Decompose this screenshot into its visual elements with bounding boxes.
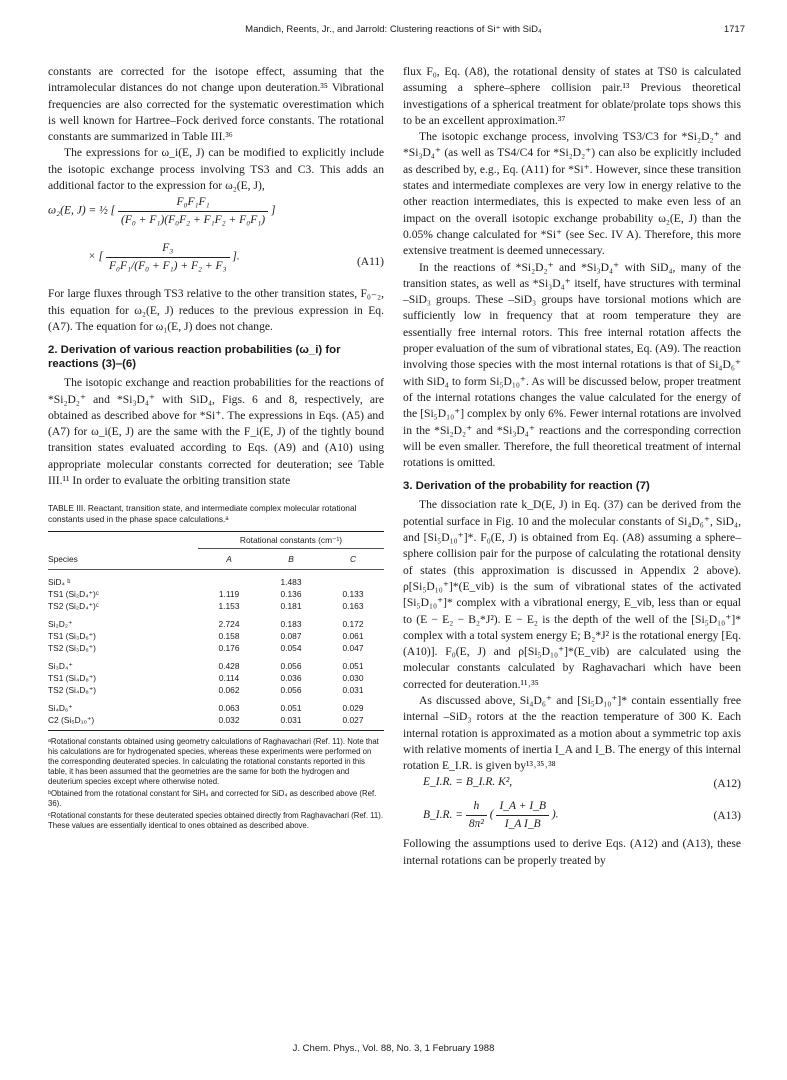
cell-c: 0.163 [342, 601, 364, 612]
paragraph: For large fluxes through TS3 relative to the other transition states, F₀₋₂, this equation for ω₂(E, J) reduces to the previous expression in Eq. (A7). The equation for ω₁(E, J) does not change. [48, 287, 384, 333]
fraction [106, 240, 230, 274]
cell-b: 0.031 [280, 715, 302, 726]
cell-species: Si₄D₆⁺ [48, 703, 73, 714]
col-c: C [349, 554, 357, 565]
numerator: h [466, 798, 487, 815]
paragraph: flux F₀, Eq. (A8), the rotational density of states at TS0 is calculated assuming a sphere–sphere collision pair.¹³ Previous theoretical investigations of a spherical treatment for oblate/prolate tops shows this to be an excellent approximation.³⁷ [403, 65, 741, 127]
cell-c: 0.133 [342, 589, 364, 600]
table-row [48, 714, 384, 726]
section-heading: 3. Derivation of the probability for reaction (7) [403, 480, 650, 493]
paragraph: As discussed above, Si₄D₆⁺ and [Si₅D₁₀⁺]* contain essentially free internal –SiD₃ rotors at the the reaction temperature of 300 K. Each internal rotation is approximated as a motion about a symmetric top axis with relative moments of inertia I_A and I_B. The energy of this internal rotation E_I.R. is given by¹³˒³⁵˒³⁸ [403, 693, 741, 773]
denominator: F₀F₁/(F₀ + F₁) + F₂ + F₃ [109, 259, 227, 272]
denominator: I_A I_B [504, 817, 541, 830]
cell-c: 0.031 [342, 685, 364, 696]
denominator: (F₀ + F₁)(F₀F₂ + F₁F₂ + F₀F₁) [121, 213, 266, 226]
cell-b: 0.036 [280, 673, 302, 684]
running-title: Mandich, Reents, Jr., and Jarrold: Clustering reactions of Si⁺ with SiD₄ [245, 24, 542, 35]
paragraph: The isotopic exchange and reaction probabilities for the reactions of *Si₂D₂⁺ and *Si₃D₄⁺ with SiD₄, Figs. 6 and 8, respectively, are obtained as described above for *Si⁺. The expressions in Eqs. (A5) and (A7) for ω_i(E, J) are the same with the F_i(E, J) of the tightly bound transition states evaluated according to Eqs. (A9) and (A10) using appropriate molecular constants corrected for deuteration; see Table III.¹¹ In order to evaluate the orbiting transition state [48, 376, 384, 488]
fraction [496, 798, 549, 832]
cell-species: TS1 (Si₂D₄⁺)ᶜ [48, 589, 99, 600]
table-row [48, 672, 384, 684]
equation-number: (A12) [713, 778, 741, 791]
cell-c: 0.051 [342, 661, 364, 672]
col-b: B [288, 554, 294, 565]
table-row [48, 600, 384, 612]
cell-species: Si₂D₂⁺ [48, 619, 73, 630]
table-row-group [48, 618, 384, 654]
equation-body: E_I.R. = B_I.R. K², [423, 776, 513, 789]
cell-a [198, 576, 260, 588]
left-column [48, 64, 384, 833]
cell-a: 0.428 [218, 661, 240, 672]
fraction [466, 798, 487, 832]
cell-b: 0.056 [280, 661, 302, 672]
journal-footer: J. Chem. Phys., Vol. 88, No. 3, 1 February 1988 [292, 1043, 495, 1054]
table-rule [48, 730, 384, 731]
cell-a: 0.158 [218, 631, 240, 642]
footnote-c: ᶜRotational constants for these deuterated species obtained directly from Raghavachari (Ref. 11). These values are essentially identical to ones obtained as described above. [48, 811, 384, 831]
table-iii [48, 503, 384, 831]
table-footnotes [48, 737, 384, 831]
table-body [48, 576, 384, 726]
section-heading: 2. Derivation of various reaction probabilities (ω_i) for reactions (3)–(6) [48, 344, 341, 371]
fraction [118, 194, 268, 228]
equation-a11-line1 [48, 194, 384, 240]
running-header [0, 24, 787, 40]
bracket-close: ] [270, 204, 276, 217]
paren-close: ). [551, 808, 559, 821]
times-bracket: × [ [88, 250, 104, 263]
paragraph: The isotopic exchange process, involving TS3/C3 for *Si₂D₂⁺ and *Si₃D₄⁺ (as well as TS4/C4 for *Si₂D₂⁺) can also be explicitly included as described by, e.g., Eq. (A11) for *Si⁺. However, since these transition states and intermediate complexes are very low in energy relative to the other reaction intermediates, this is expected to make even less of an impact on the overall isotopic exchange probability ω₂(E, J) than the 0.05% change calculated for *Si⁺ (see Sec. IV A). Therefore, this more extensive treatment is deemed unnecessary. [403, 130, 741, 258]
cell-b: 1.483 [280, 577, 302, 588]
table-rule [48, 569, 384, 570]
table-row [48, 618, 384, 630]
cell-b: 0.054 [280, 643, 302, 654]
cell-a: 1.153 [218, 601, 240, 612]
cell-c [322, 576, 384, 588]
cell-species: TS1 (Si₄D₈⁺) [48, 673, 97, 684]
table-row-group [48, 576, 384, 612]
cell-species: TS2 (Si₄D₈⁺) [48, 685, 97, 696]
cell-species: SiD₄ ᵇ [48, 577, 71, 588]
equation-a13 [403, 798, 741, 836]
cell-species: TS1 (Si₃D₆⁺) [48, 631, 96, 642]
cell-a: 2.724 [218, 619, 240, 630]
table-row-group [48, 702, 384, 726]
table-row [48, 630, 384, 642]
col-a: A [226, 554, 232, 565]
cell-c: 0.027 [342, 715, 364, 726]
cell-a: 0.114 [218, 673, 240, 684]
footnote-b: ᵇObtained from the rotational constant for SiH₄ and corrected for SiD₄ as described above (Ref. 36). [48, 789, 377, 809]
equation-number: (A11) [356, 256, 384, 269]
paragraph: The expressions for ω_i(E, J) can be modified to explicitly include the isotopic exchange process involving TS3 and C3. This adds an additional factor to the expression for ω₂(E, J), [48, 146, 384, 193]
cell-a: 0.063 [218, 703, 240, 714]
table-caption: TABLE III. Reactant, transition state, and intermediate complex molecular rotational constants used in the phase space calculations.ᵃ [48, 503, 357, 525]
numerator: I_A + I_B [496, 798, 549, 815]
bracket-close: ]. [232, 250, 240, 263]
col-species: Species [48, 554, 78, 565]
numerator: F₃ [106, 240, 230, 257]
table-row-group [48, 660, 384, 696]
page-number: 1717 [723, 24, 745, 35]
cell-c: 0.047 [342, 643, 364, 654]
table-header-row [48, 549, 384, 569]
right-column [403, 64, 741, 869]
cell-c: 0.030 [342, 673, 364, 684]
cell-a: 0.032 [218, 715, 240, 726]
table-row [48, 588, 384, 600]
cell-b: 0.087 [280, 631, 302, 642]
paragraph: Following the assumptions used to derive Eqs. (A12) and (A13), these internal rotations can be properly treated by [403, 837, 741, 867]
numerator: F₀F₁F₁ [118, 194, 268, 211]
equation-lhs: B_I.R. = [423, 808, 464, 821]
table-row [48, 642, 384, 654]
paragraph: The dissociation rate k_D(E, J) in Eq. (37) can be derived from the potential surface in Fig. 10 and the molecular constants of Si₄D₆⁺, SiD₄, and [Si₅D₁₀⁺]*. F₀(E, J) is obtained from Eq. (A8) assuming a sphere–sphere collision pair for the purpose of calculating the rotational density of states (this approximation is discussed in Appendix 2 above). ρ[Si₅D₁₀⁺]*(E_vib) is the sum of vibrational states of the activated [Si₅D₁₀⁺]* complex with a vibrational energy, E_vib, less than or equal to (E − E₂ − B₂*J²). E − E₂ is the depth of the well of the [Si₅D₁₀⁺]* complex with a total system energy E; B₂*J² is the rotational energy [Eq. (A10)]. F₀(E, J) and ρ[Si₅D₁₀⁺]*(E_vib) are calculated using the molecular constants calculated by Raghavachari which have been corrected for deuteration.¹¹˒³⁵ [403, 498, 741, 691]
paragraph: In the reactions of *Si₂D₂⁺ and *Si₃D₄⁺ with SiD₄, many of the transition states, as well as *Si₃D₄⁺ itself, have structures with terminal –SiD₃ groups. These –SiD₃ groups have torsional motions which are sufficiently low in frequency that at room temperature they are essentially free internal rotors. This free internal rotation affects the proper evaluation of the sum of vibrational states, Eq. (A9). The reaction involving those species with the most internal rotations is that of Si₄D₆⁺ with SiD₄ to form Si₅D₁₀⁺. As will be discussed below, proper treatment of the internal rotations changes the value calculated for the energy of the [Si₅D₁₀⁺] complex by only 6%. Fewer internal rotations are involved in the *Si₂D₂⁺ and *Si₃D₄⁺ reactions and the corresponding correction will be even smaller. Therefore, the full theoretical treatment of internal rotations is omitted. [403, 260, 741, 470]
paragraph: constants are corrected for the isotope effect, assuming that the intramolecular distances do not change upon deuteration.³⁵ Vibrational frequencies are also corrected for the systematic overestimation which is well known for Hartree–Fock derived force constants. The rotational constants are summarized in Table III.³⁶ [48, 65, 384, 144]
cell-a: 0.176 [218, 643, 240, 654]
cell-c: 0.029 [342, 703, 364, 714]
cell-b: 0.181 [280, 601, 302, 612]
denominator: 8π² [468, 817, 484, 830]
table-row [48, 660, 384, 672]
table-row [48, 576, 384, 588]
cell-species: TS2 (Si₃D₆⁺) [48, 643, 96, 654]
table-row [48, 702, 384, 714]
cell-c: 0.061 [342, 631, 364, 642]
cell-b: 0.051 [280, 703, 302, 714]
footnote-a: ᵃRotational constants obtained using geometry calculations of Raghavachari (Ref. 11). Note that his calculations are for hydrogenated species, whereas these experiments were performed on the corresponding deuterated species. In calculating the rotational constants reported in this table, it has been assumed that the geometries are the same for both the hydrogen and deuterium species except where otherwise noted. [48, 737, 379, 787]
equation-a12 [403, 774, 741, 798]
cell-species: TS2 (Si₂D₄⁺)ᶜ [48, 601, 99, 612]
equation-number: (A13) [713, 810, 741, 823]
table-group-header: Rotational constants (cm⁻¹) [239, 535, 343, 546]
cell-c: 0.172 [342, 619, 364, 630]
cell-b: 0.136 [280, 589, 302, 600]
paren-open: ( [489, 808, 494, 821]
cell-b: 0.056 [280, 685, 302, 696]
table-row [48, 684, 384, 696]
cell-a: 1.119 [218, 589, 240, 600]
cell-species: Si₃D₄⁺ [48, 661, 73, 672]
cell-species: C2 (Si₅D₁₀⁺) [48, 715, 95, 726]
cell-a: 0.062 [218, 685, 240, 696]
equation-lhs: ω₂(E, J) = ½ [ [48, 204, 116, 217]
equation-a11-line2 [48, 240, 384, 286]
cell-b: 0.183 [280, 619, 302, 630]
